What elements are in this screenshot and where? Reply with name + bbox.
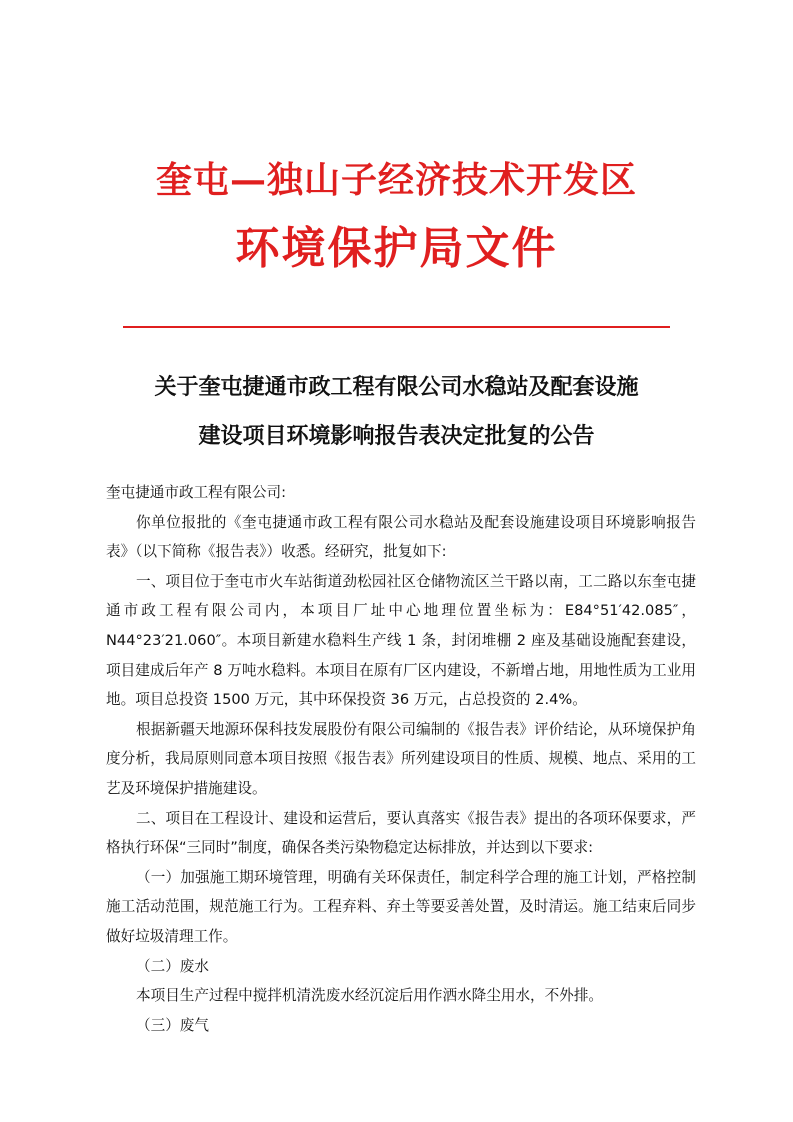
red-divider-rule bbox=[123, 326, 670, 328]
issuing-authority-line1: 奎屯—独山子经济技术开发区 bbox=[155, 159, 637, 201]
paragraph-construction-management: （一）加强施工期环境管理，明确有关环保责任，制定科学合理的施工计划，严格控制施工活动范围，规范施工行为。工程弃料、弃土等要妥善处置，及时清运。施工结束后同步做好垃圾清理工作。 bbox=[106, 868, 696, 945]
document-title-line1: 关于奎屯捷通市政工程有限公司水稳站及配套设施 bbox=[154, 374, 639, 400]
issuing-authority-line2: 环境保护局文件 bbox=[235, 223, 558, 274]
paragraph-requirements: 二、项目在工程设计、建设和运营后，要认真落实《报告表》提出的各项环保要求，严格执行环保“三同时”制度，确保各类污染物稳定达标排放，并达到以下要求: bbox=[106, 809, 696, 857]
paragraph-wastewater: 本项目生产过程中搅拌机清洗废水经沉淀后用作洒水降尘用水，不外排。 bbox=[136, 987, 604, 1005]
document-body bbox=[106, 478, 696, 1040]
salutation: 奎屯捷通市政工程有限公司: bbox=[106, 484, 287, 501]
heading-wastewater: （二）废水 bbox=[136, 957, 209, 975]
heading-exhaust-gas: （三）废气 bbox=[136, 1016, 209, 1034]
paragraph-project-location: 一、项目位于奎屯市火车站街道劲松园社区仓储物流区兰干路以南，工二路以东奎屯捷通市政工程有限公司内，本项目厂址中心地理位置坐标为：E84°51′42.085″，N44°23′21.060″。本项目新建水稳料生产线 1 条，封闭堆棚 2 座及基础设施配套建设，项目建成后年产 8 万吨水稳料。本项目在原有厂区内建设，不新增占地，用地性质为工业用地。项目总投资 1500 万元，其中环保投资 36 万元，占总投资的 2.4%。 bbox=[106, 572, 696, 709]
paragraph-approval-opinion: 根据新疆天地源环保科技发展股份有限公司编制的《报告表》评价结论，从环境保护角度分析，我局原则同意本项目按照《报告表》所列建设项目的性质、规模、地点、采用的工艺及环境保护措施建设。 bbox=[106, 720, 696, 797]
document-title-line2: 建设项目环境影响报告表决定批复的公告 bbox=[198, 423, 595, 449]
paragraph-receipt: 你单位报批的《奎屯捷通市政工程有限公司水稳站及配套设施建设项目环境影响报告表》（以下简称《报告表》）收悉。经研究，批复如下: bbox=[106, 513, 696, 561]
